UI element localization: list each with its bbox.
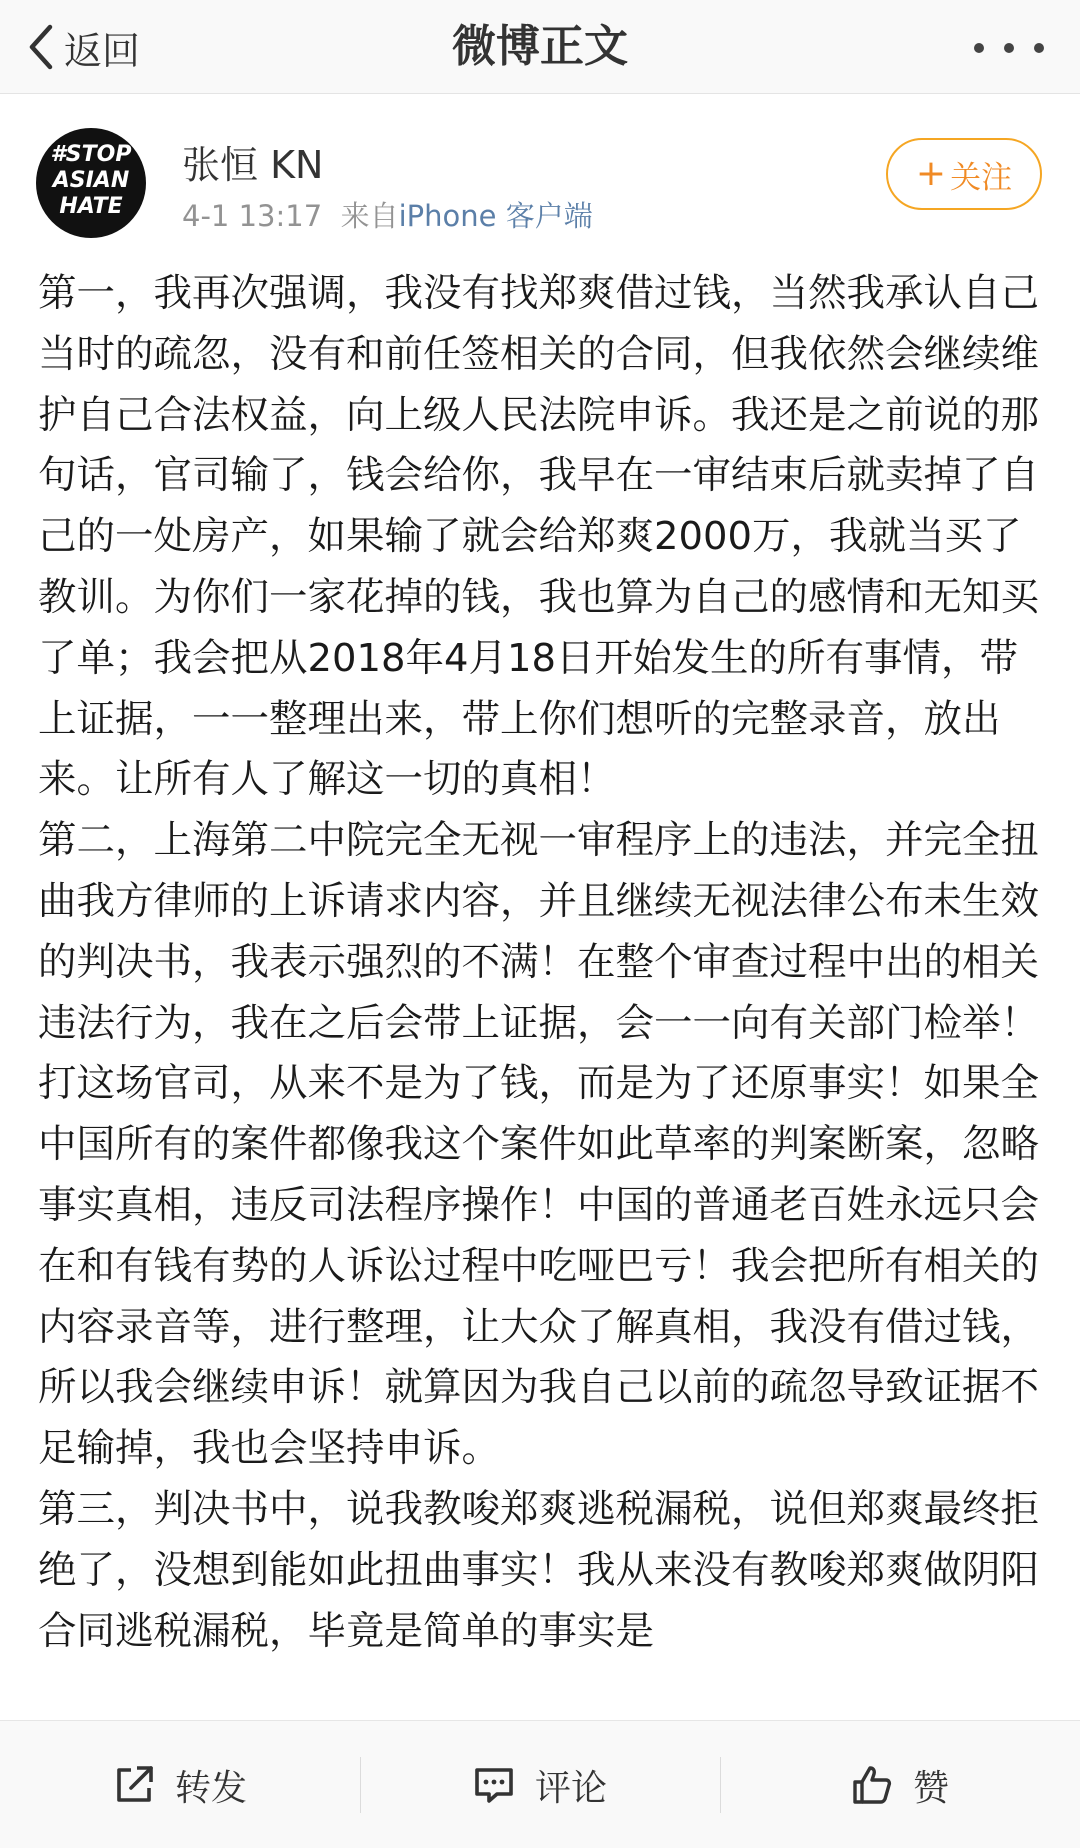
follow-label: 关注	[950, 159, 1013, 196]
post-time: 4-1 13:17	[182, 199, 323, 233]
post-paragraph: 第三，判决书中，说我教唆郑爽逃税漏税，说但郑爽最终拒绝了，没想到能如此扭曲事实！我从来没有教唆郑爽做阴阳合同逃税漏税，毕竟是简单的事实是	[38, 1486, 1040, 1654]
thumbs-up-icon	[851, 1764, 893, 1806]
follow-button[interactable]	[886, 138, 1042, 210]
comment-button[interactable]	[360, 1721, 720, 1848]
avatar-logo-text: #STOP ASIAN HATE	[50, 142, 132, 219]
top-navigation-bar	[0, 0, 1080, 94]
back-button[interactable]	[28, 12, 140, 82]
post-paragraph: 第一，我再次强调，我没有找郑爽借过钱，当然我承认自己当时的疏忽，没有和前任签相关的合同，但我依然会继续维护自己合法权益，向上级人民法院申诉。我还是之前说的那句话，官司输了，钱会给你，我早在一审结束后就卖掉了自己的一处房产，如果输了就会给郑爽2000万，我就当买了教训。为你们一家花掉的钱，我也算为自己的感情和无知买了单；我会把从2018年4月18日开始发生的所有事情，带上证据，一一整理出来，带上你们想听的完整录音，放出来。让所有人了解这一切的真相！	[38, 271, 1040, 803]
plus-icon: +	[915, 153, 947, 194]
post-paragraph: 第二，上海第二中院完全无视一审程序上的违法，并完全扭曲我方律师的上诉请求内容，并且继续无视法律公布未生效的判决书，我表示强烈的不满！在整个审查过程中出的相关违法行为，我在之后会带上证据，会一一向有关部门检举！打这场官司，从来不是为了钱，而是为了还原事实！如果全中国所有的案件都像我这个案件如此草率的判案断案，忽略事实真相，违反司法程序操作！中国的普通老百姓永远只会在和有钱有势的人诉讼过程中吃哑巴亏！我会把所有相关的内容录音等，进行整理，让大众了解真相，我没有借过钱，所以我会继续申诉！就算因为我自己以前的疏忽导致证据不足输掉，我也会坚持申诉。	[38, 818, 1040, 1472]
page-title: 微博正文	[452, 21, 628, 72]
post-meta	[182, 194, 593, 235]
comment-label: 评论	[534, 1767, 607, 1809]
more-dots-icon	[974, 43, 984, 53]
post-source[interactable]: iPhone 客户端	[398, 199, 593, 233]
avatar[interactable]	[36, 128, 146, 238]
chevron-left-icon	[28, 24, 54, 70]
author-name[interactable]: 张恒 KN	[182, 143, 324, 187]
more-dot	[1004, 43, 1014, 53]
more-dot	[1034, 43, 1044, 53]
more-options-button[interactable]	[974, 26, 1044, 70]
comment-icon	[473, 1764, 515, 1806]
post-header	[0, 94, 1080, 264]
repost-button[interactable]	[0, 1721, 360, 1848]
repost-icon	[113, 1764, 155, 1806]
like-label: 赞	[912, 1767, 949, 1809]
repost-label: 转发	[174, 1767, 247, 1809]
bottom-action-bar	[0, 1720, 1080, 1848]
like-button[interactable]	[720, 1721, 1080, 1848]
post-content	[38, 264, 1048, 1720]
back-label: 返回	[64, 28, 141, 73]
source-prefix: 来自	[340, 199, 399, 233]
